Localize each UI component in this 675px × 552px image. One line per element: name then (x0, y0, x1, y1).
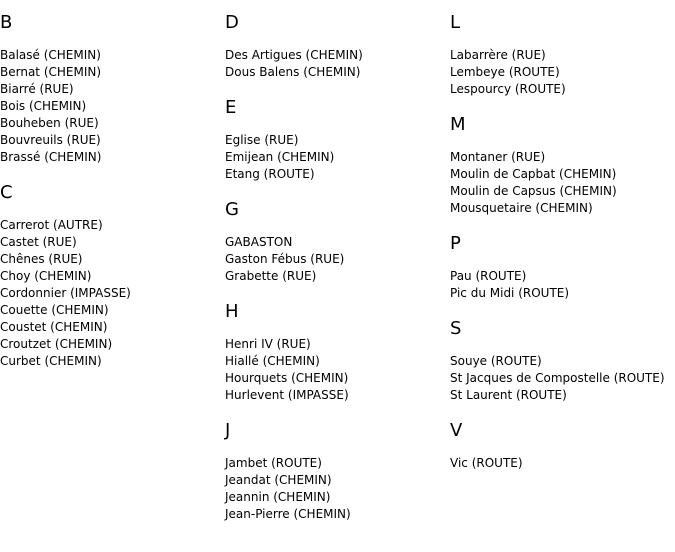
letter-section-v (450, 420, 675, 472)
street-link[interactable]: Jeandat (CHEMIN) (225, 473, 332, 487)
street-link[interactable]: Curbet (CHEMIN) (0, 354, 102, 368)
street-link[interactable]: Gaston Fébus (RUE) (225, 252, 345, 266)
section-letter-heading: P (450, 233, 461, 254)
street-list (450, 268, 675, 302)
street-link[interactable]: St Jacques de Compostelle (ROUTE) (450, 371, 665, 385)
street-link[interactable]: Bouheben (RUE) (0, 116, 99, 130)
street-link[interactable]: Vic (ROUTE) (450, 456, 523, 470)
letter-section-p (450, 233, 675, 302)
letter-section-h (225, 301, 450, 404)
street-link[interactable]: Biarré (RUE) (0, 82, 74, 96)
street-list (225, 455, 450, 523)
street-link[interactable]: St Laurent (ROUTE) (450, 388, 567, 402)
street-list (225, 132, 450, 183)
section-letter-heading: E (225, 97, 237, 118)
street-link[interactable]: Balasé (CHEMIN) (0, 48, 101, 62)
letter-section-j (225, 420, 450, 523)
letter-section-b (0, 12, 225, 166)
street-link[interactable]: Coustet (CHEMIN) (0, 320, 108, 334)
street-link[interactable]: Cordonnier (IMPASSE) (0, 286, 131, 300)
street-column (450, 12, 675, 488)
street-link[interactable]: Pic du Midi (ROUTE) (450, 286, 570, 300)
section-letter-heading: L (450, 12, 461, 33)
letter-section-s (450, 318, 675, 404)
street-link[interactable]: Pau (ROUTE) (450, 269, 527, 283)
street-link[interactable]: Lespourcy (ROUTE) (450, 82, 566, 96)
street-column (225, 12, 450, 539)
street-link[interactable]: Labarrère (RUE) (450, 48, 546, 62)
letter-section-l (450, 12, 675, 98)
letter-section-e (225, 97, 450, 183)
street-list (450, 353, 675, 404)
street-link[interactable]: Bouvreuils (RUE) (0, 133, 101, 147)
street-link[interactable]: Lembeye (ROUTE) (450, 65, 560, 79)
letter-section-g (225, 199, 450, 285)
street-link[interactable]: Eglise (RUE) (225, 133, 299, 147)
street-link[interactable]: Henri IV (RUE) (225, 337, 311, 351)
section-letter-heading: V (450, 420, 463, 441)
street-link[interactable]: Choy (CHEMIN) (0, 269, 92, 283)
street-link[interactable]: Montaner (RUE) (450, 150, 546, 164)
street-link[interactable]: Souye (ROUTE) (450, 354, 542, 368)
street-link[interactable]: Croutzet (CHEMIN) (0, 337, 113, 351)
street-list (0, 47, 225, 166)
section-letter-heading: J (225, 420, 231, 441)
letter-section-m (450, 114, 675, 217)
section-letter-heading: D (225, 12, 239, 33)
street-list (225, 47, 450, 81)
street-link[interactable]: Grabette (RUE) (225, 269, 317, 283)
street-link[interactable]: Des Artigues (CHEMIN) (225, 48, 363, 62)
street-link[interactable]: GABASTON (225, 235, 293, 249)
street-link[interactable]: Dous Balens (CHEMIN) (225, 65, 361, 79)
street-link[interactable]: Couette (CHEMIN) (0, 303, 109, 317)
street-list (225, 234, 450, 285)
street-link[interactable]: Jambet (ROUTE) (225, 456, 322, 470)
section-letter-heading: M (450, 114, 466, 135)
street-column (0, 12, 225, 386)
street-link[interactable]: Moulin de Capbat (CHEMIN) (450, 167, 617, 181)
letter-section-d (225, 12, 450, 81)
section-letter-heading: G (225, 199, 239, 220)
street-list (450, 149, 675, 217)
street-link[interactable]: Jean-Pierre (CHEMIN) (225, 507, 351, 521)
street-link[interactable]: Bernat (CHEMIN) (0, 65, 102, 79)
street-link[interactable]: Jeannin (CHEMIN) (225, 490, 331, 504)
section-letter-heading: C (0, 182, 13, 203)
street-list (450, 455, 675, 472)
street-link[interactable]: Emijean (CHEMIN) (225, 150, 335, 164)
street-list (450, 47, 675, 98)
street-link[interactable]: Bois (CHEMIN) (0, 99, 87, 113)
street-link[interactable]: Chênes (RUE) (0, 252, 83, 266)
street-link[interactable]: Hiallé (CHEMIN) (225, 354, 320, 368)
street-list (0, 217, 225, 370)
street-link[interactable]: Brassé (CHEMIN) (0, 150, 102, 164)
street-link[interactable]: Castet (RUE) (0, 235, 77, 249)
section-letter-heading: H (225, 301, 239, 322)
street-list (225, 336, 450, 404)
section-letter-heading: S (450, 318, 462, 339)
section-letter-heading: B (0, 12, 13, 33)
street-link[interactable]: Hurlevent (IMPASSE) (225, 388, 349, 402)
street-link[interactable]: Hourquets (CHEMIN) (225, 371, 349, 385)
street-link[interactable]: Mousquetaire (CHEMIN) (450, 201, 593, 215)
street-link[interactable]: Etang (ROUTE) (225, 167, 315, 181)
street-link[interactable]: Carrerot (AUTRE) (0, 218, 103, 232)
street-link[interactable]: Moulin de Capsus (CHEMIN) (450, 184, 617, 198)
letter-section-c (0, 182, 225, 370)
